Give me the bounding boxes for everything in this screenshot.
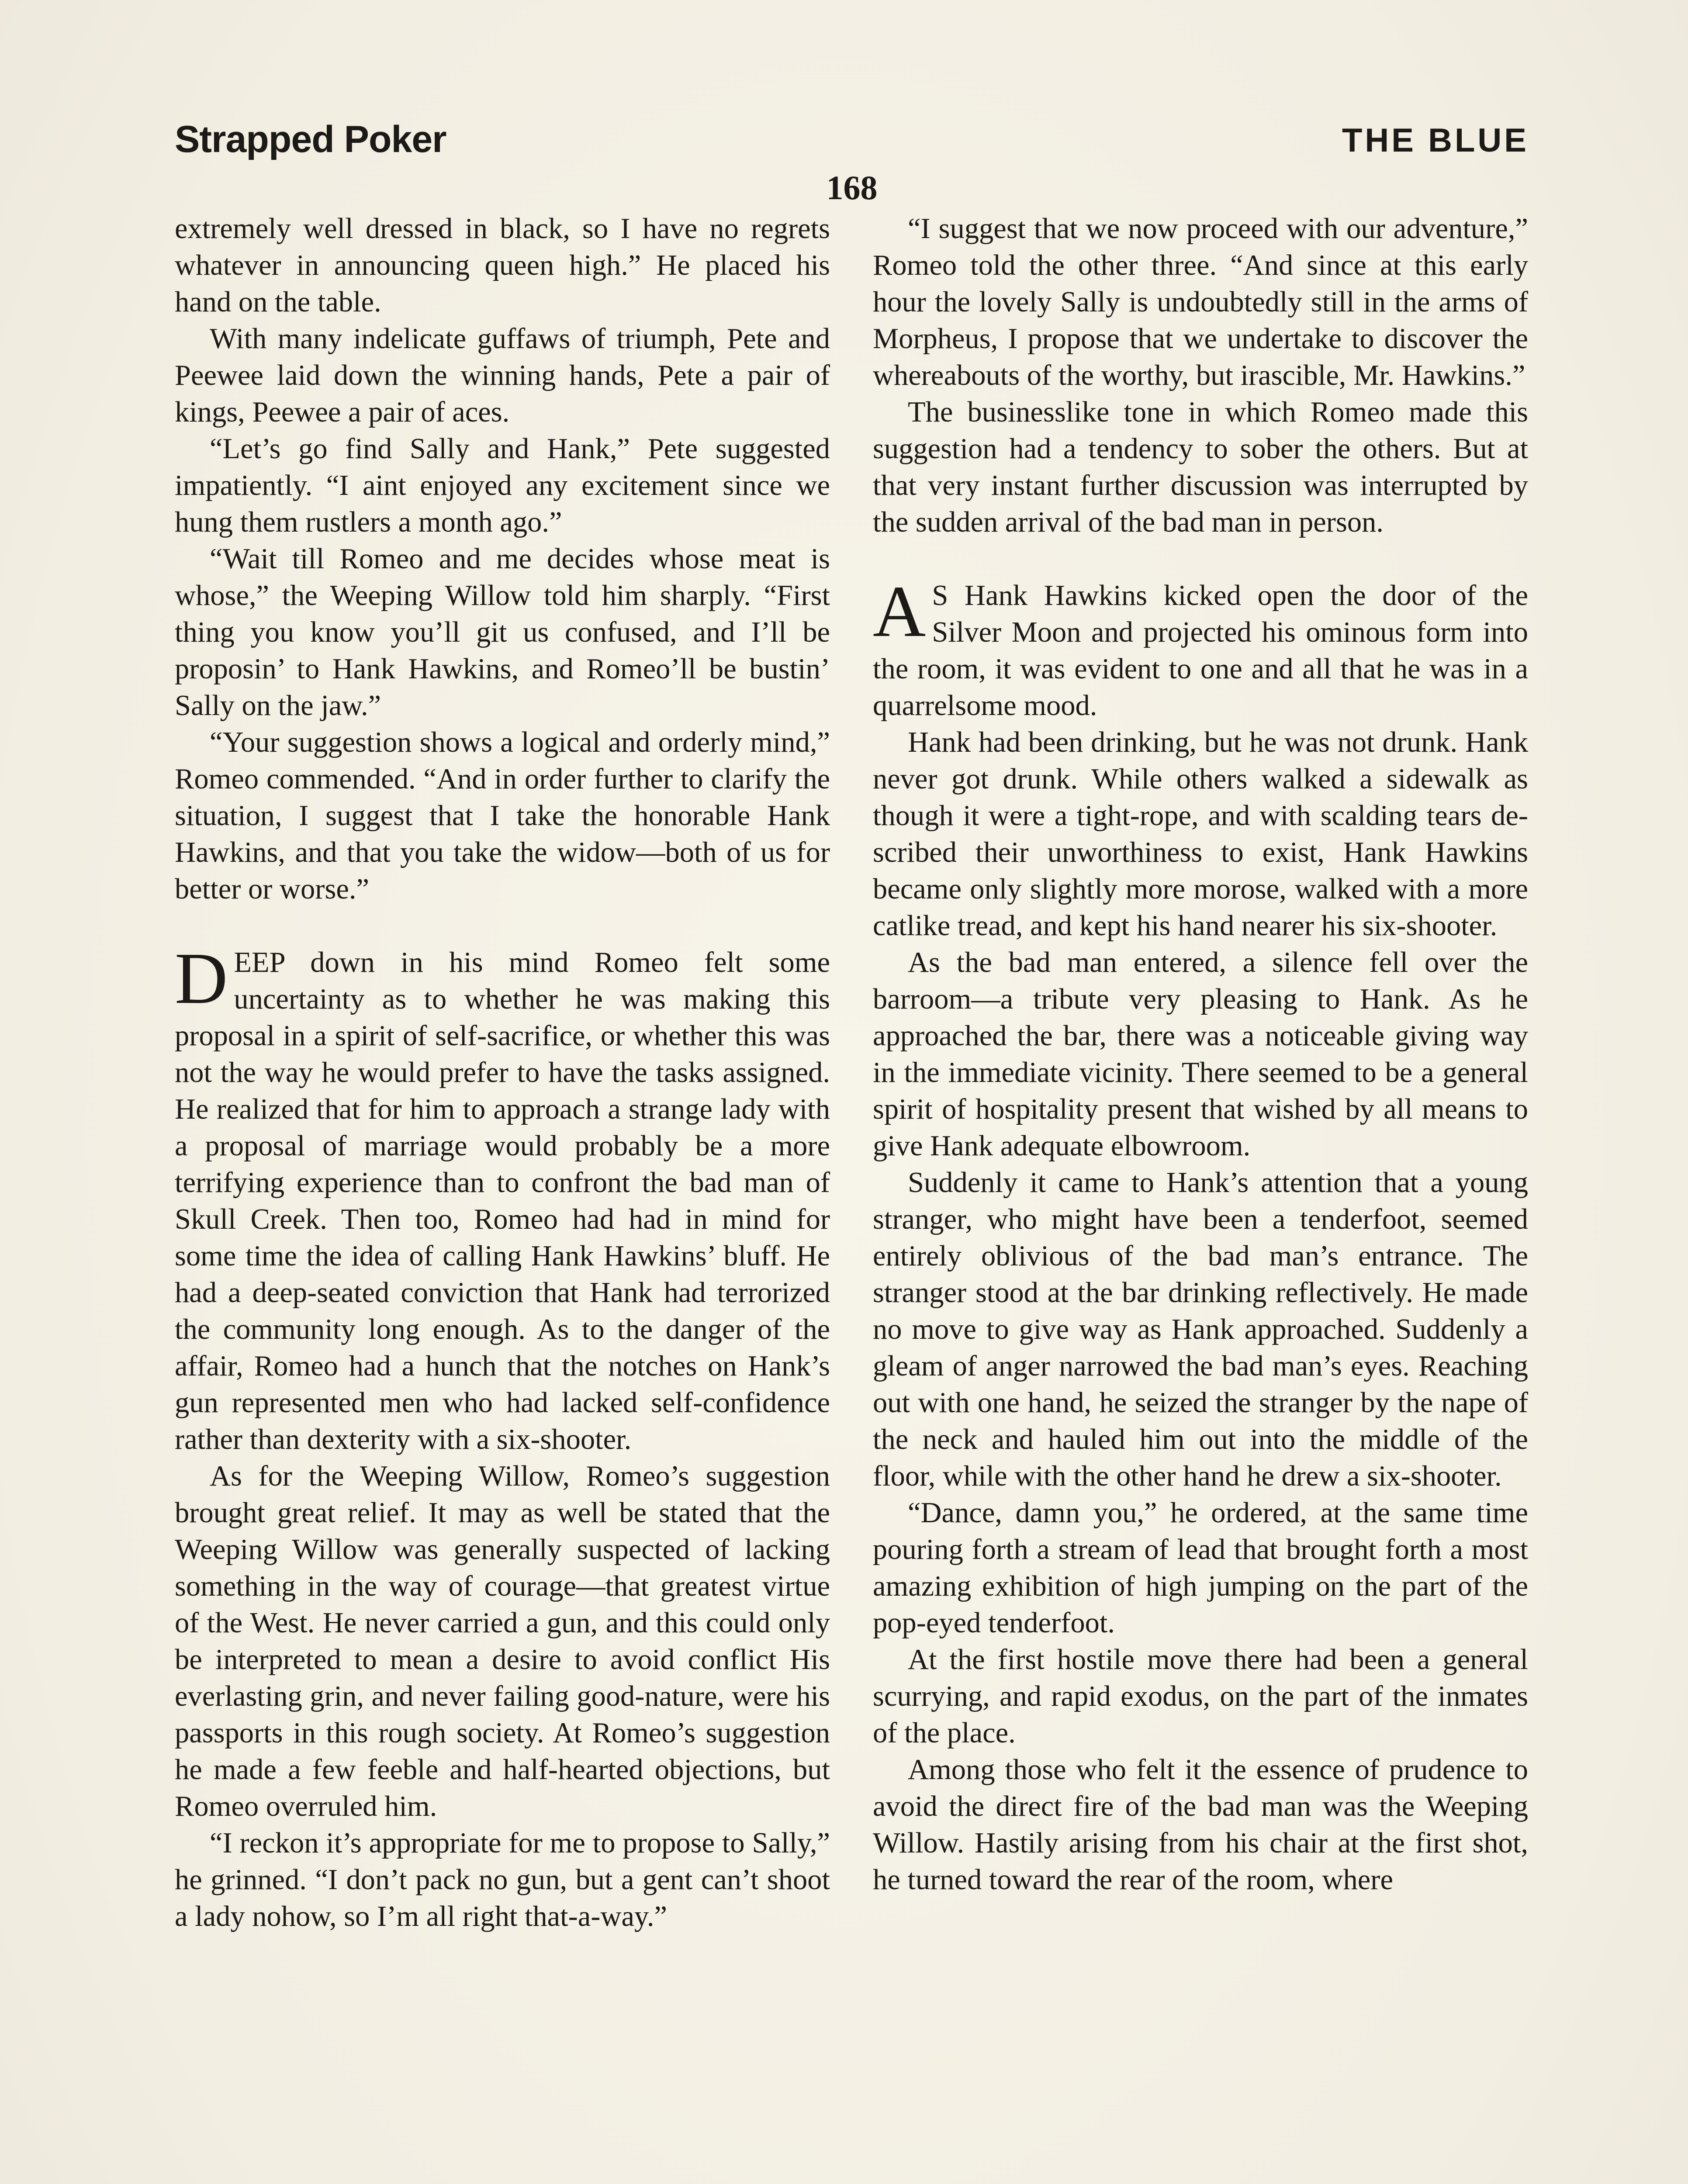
paragraph: As the bad man entered, a silence fell over the barroom—a tribute very pleasing to Hank. As he approached the bar, there was a noticeable giving way in the immediate vicinity. There seemed to be a general spirit of hospitality present that wished by all means to give Hank adequate elbowroom. bbox=[873, 947, 1528, 1162]
paragraph: As for the Weeping Willow, Romeo’s suggestion brought great relief. It may as well be stated that the Weeping Willow was generally suspected of lacking something in the way of courage—that greatest virtue of the West. He never carried a gun, and this could only be interpreted to mean a desire to avoid conflict His everlasting grin, and never failing good-nature, were his passports in this rough society. At Romeo’s suggestion he made a few feeble and half-hearted objections, but Romeo overruled him. bbox=[175, 1460, 830, 1822]
paragraph: With many indelicate guffaws of triumph, Pete and Peewee laid down the winning hands, Pete a pair of kings, Peewee a pair of aces. bbox=[175, 323, 830, 428]
paragraph-text: EEP down in his mind Romeo felt some uncertainty as to whether he was making this proposal in a spirit of self-sacrifice, or whether this was not the way he would prefer to have the tasks assigned. He realized that for him to approach a strange lady with a proposal of marriage would probably be a more terrifying experience than to confront the bad man of Skull Creek. Then too, Romeo had had in mind for some time the idea of calling Hank Hawkins’ bluff. He had a deep-seated conviction that Hank had terrorized the community long enough. As to the danger of the affair, Romeo had a hunch that the notches on Hank’s gun represented men who had lacked self-confidence rather than dexterity with a six-shooter. bbox=[175, 947, 830, 1455]
paragraph: “I suggest that we now proceed with our adventure,” Romeo told the other three. “And since at this early hour the lovely Sally is undoubtedly still in the arms of Morpheus, I propose that we undertake to discover the whereabouts of the worthy, but irascible, Mr. Hawkins.” bbox=[873, 213, 1528, 391]
left-column bbox=[175, 211, 830, 1935]
running-header bbox=[175, 118, 1529, 175]
paragraph: Among those who felt it the essence of prudence to avoid the direct fire of the bad man was the Weeping Willow. Hastily arising from his chair at the first shot, he turned toward the rear of the room, where bbox=[873, 1754, 1528, 1896]
paragraph: Hank had been drinking, but he was not drunk. Hank never got drunk. While others walked a sidewalk as though it were a tight-rope, and with scalding tears described their unworthiness to exist, Hank Hawkins became only slightly more morose, walked with a more catlike tread, and kept his hand nearer his six-shooter. bbox=[873, 726, 1528, 942]
paragraph: “I reckon it’s appropriate for me to propose to Sally,” he grinned. “I don’t pack no gun, but a gent can’t shoot a lady nohow, so I’m all right that-a-way.” bbox=[175, 1827, 830, 1932]
dropcap-paragraph bbox=[873, 571, 1528, 724]
paragraph: “Let’s go find Sally and Hank,” Pete suggested impatiently. “I aint enjoyed any excitement since we hung them rustlers a month ago.” bbox=[175, 433, 830, 538]
paragraph: “Wait till Romeo and me decides whose meat is whose,” the Weeping Willow told him sharply. “First thing you know you’ll git us confused, and I’ll be proposin’ to Hank Hawkins, and Romeo’ll be bustin’ Sally on the jaw.” bbox=[175, 543, 830, 722]
paragraph: extremely well dressed in black, so I have no regrets whatever in announcing queen high.” He placed his hand on the table. bbox=[175, 213, 830, 318]
paragraph: At the first hostile move there had been a general scurrying, and rapid exodus, on the part of the inmates of the place. bbox=[873, 1644, 1528, 1749]
paragraph-text: S Hank Hawkins kicked open the door of the Silver Moon and projected his ominous form into the room, it was evident to one and all that he was in a quarrelsome mood. bbox=[873, 580, 1528, 722]
paragraph: “Your suggestion shows a logical and orderly mind,” Romeo commended. “And in order further to clarify the situation, I suggest that I take the honorable Hank Hawkins, and that you take the widow—both of us for better or worse.” bbox=[175, 726, 830, 905]
paragraph: Suddenly it came to Hank’s attention that a young stranger, who might have been a tenderfoot, seemed entirely oblivious of the bad man’s entrance. The stranger stood at the bar drinking reflectively. He made no move to give way as Hank approached. Suddenly a gleam of anger narrowed the bad man’s eyes. Reaching out with one hand, he seized the stranger by the nape of the neck and hauled him out into the middle of the floor, while with the other hand he drew a six-shooter. bbox=[873, 1167, 1528, 1492]
section-title: Strapped Poker bbox=[175, 118, 446, 160]
drop-cap: A bbox=[873, 571, 926, 652]
dropcap-paragraph bbox=[175, 938, 830, 1458]
paragraph: “Dance, damn you,” he ordered, at the same time pouring forth a stream of lead that brought forth a most amazing exhibition of high jumping on the part of the pop-eyed tenderfoot. bbox=[873, 1497, 1528, 1639]
magazine-name: THE BLUE bbox=[1342, 122, 1529, 159]
page-number: 168 bbox=[826, 169, 878, 207]
paragraph: The businesslike tone in which Romeo made this suggestion had a tendency to sober the others. But at that very instant further discussion was interrupted by the sudden arrival of the bad man in person. bbox=[873, 396, 1528, 538]
right-column bbox=[873, 211, 1528, 1898]
drop-cap: D bbox=[175, 938, 228, 1019]
